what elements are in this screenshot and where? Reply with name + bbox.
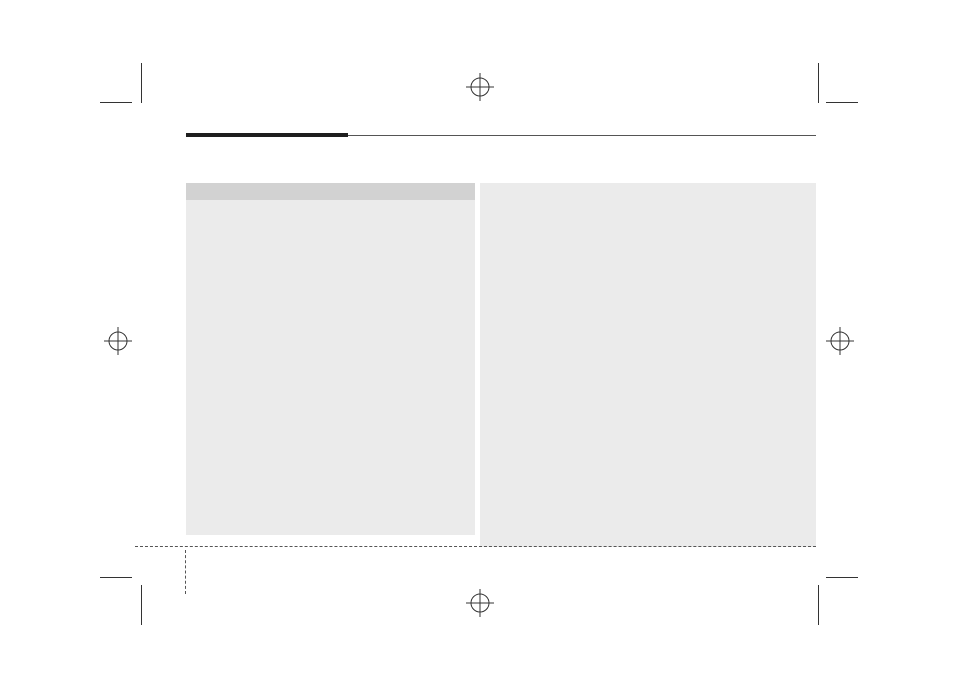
right-item-list xyxy=(480,183,816,547)
footer-divider xyxy=(185,550,186,594)
registration-mark-left-icon xyxy=(104,327,132,355)
registration-mark-top-icon xyxy=(466,73,494,101)
left-item-list xyxy=(186,183,475,535)
schedule-column-right xyxy=(480,183,816,547)
registration-mark-bottom-icon xyxy=(466,589,494,617)
footer-rule xyxy=(135,546,816,547)
schedule-column-left xyxy=(186,183,475,535)
header-rule xyxy=(348,135,816,136)
header-rule-bold xyxy=(186,133,348,137)
registration-mark-right-icon xyxy=(826,327,854,355)
